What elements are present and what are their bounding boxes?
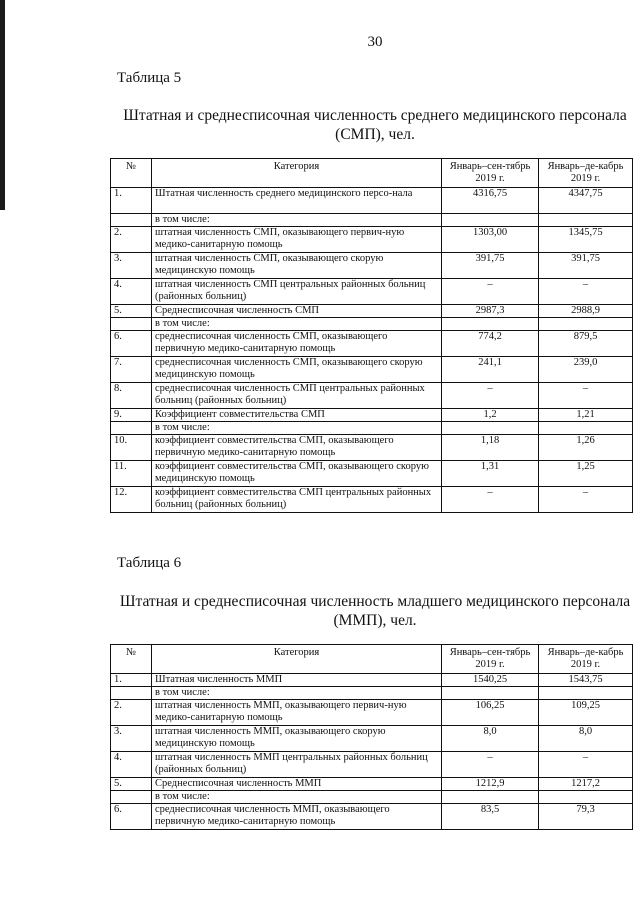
- table-row: [111, 318, 633, 331]
- table-row: [111, 435, 633, 461]
- row-value-period1: –: [442, 279, 539, 305]
- row-value-period2: [539, 318, 633, 331]
- row-number: [111, 687, 152, 700]
- row-category: Коэффициент совместительства СМП: [152, 409, 442, 422]
- table-row: [111, 279, 633, 305]
- row-value-period2: –: [539, 487, 633, 513]
- row-value-period2: [539, 422, 633, 435]
- table6-title-line1: Штатная и среднесписочная численность младшего медицинского персонала: [119, 593, 631, 610]
- header-num: №: [111, 645, 152, 674]
- table6-title-line2: (ММП), чел.: [333, 612, 417, 629]
- row-number: 10.: [111, 435, 152, 461]
- row-value-period1: 83,5: [442, 804, 539, 830]
- row-category: штатная численность СМП, оказывающего скорую медицинскую помощь: [152, 253, 442, 279]
- row-category: Штатная численность среднего медицинского персо-нала: [152, 188, 442, 214]
- row-number: 2.: [111, 700, 152, 726]
- row-number: [111, 214, 152, 227]
- row-number: 2.: [111, 227, 152, 253]
- row-category: Среднесписочная численность СМП: [152, 305, 442, 318]
- row-number: 3.: [111, 726, 152, 752]
- row-value-period2: [539, 214, 633, 227]
- table-row: [111, 791, 633, 804]
- header-num: №: [111, 159, 152, 188]
- row-number: [111, 791, 152, 804]
- row-category: коэффициент совместительства СМП, оказывающего первичную медико-санитарную помощь: [152, 435, 442, 461]
- row-value-period1: [442, 214, 539, 227]
- row-category: коэффициент совместительства СМП центральных районных больниц (районных больниц): [152, 487, 442, 513]
- table-row: [111, 778, 633, 791]
- row-category: штатная численность СМП, оказывающего первич-ную медико-санитарную помощь: [152, 227, 442, 253]
- row-category: Среднесписочная численность ММП: [152, 778, 442, 791]
- row-value-period1: [442, 422, 539, 435]
- table-row: [111, 461, 633, 487]
- row-category: Штатная численность ММП: [152, 674, 442, 687]
- table6-header-row: [111, 645, 633, 674]
- header-period2: Январь–де-кабрь 2019 г.: [539, 645, 633, 674]
- table-row: [111, 331, 633, 357]
- page-number: 30: [367, 34, 383, 50]
- row-category: среднесписочная численность СМП центральных районных больниц (районных больниц): [152, 383, 442, 409]
- table-row: [111, 305, 633, 318]
- row-category: в том числе:: [152, 791, 442, 804]
- row-value-period1: –: [442, 487, 539, 513]
- row-value-period2: 1,25: [539, 461, 633, 487]
- header-category: Категория: [152, 159, 442, 188]
- row-category: штатная численность ММП, оказывающего первич-ную медико-санитарную помощь: [152, 700, 442, 726]
- row-value-period2: 1543,75: [539, 674, 633, 687]
- row-value-period1: 241,1: [442, 357, 539, 383]
- table5-label: Таблица 5: [117, 70, 182, 86]
- row-number: 1.: [111, 674, 152, 687]
- row-value-period2: [539, 687, 633, 700]
- row-value-period2: 8,0: [539, 726, 633, 752]
- table-row: [111, 422, 633, 435]
- row-category: в том числе:: [152, 214, 442, 227]
- row-number: 8.: [111, 383, 152, 409]
- table5-header-row: [111, 159, 633, 188]
- table-row: [111, 700, 633, 726]
- table5-title-line2: (СМП), чел.: [335, 126, 415, 143]
- row-number: 9.: [111, 409, 152, 422]
- row-value-period1: –: [442, 383, 539, 409]
- row-category: в том числе:: [152, 318, 442, 331]
- row-category: в том числе:: [152, 687, 442, 700]
- header-period1: Январь–сен-тябрь 2019 г.: [442, 645, 539, 674]
- row-value-period1: 1,31: [442, 461, 539, 487]
- row-value-period1: [442, 318, 539, 331]
- row-value-period1: 1,18: [442, 435, 539, 461]
- row-value-period2: [539, 791, 633, 804]
- row-value-period2: 1,21: [539, 409, 633, 422]
- row-value-period1: 1540,25: [442, 674, 539, 687]
- table6-title: [110, 592, 640, 630]
- table-row: [111, 674, 633, 687]
- row-value-period1: 1,2: [442, 409, 539, 422]
- table-row: [111, 804, 633, 830]
- table-row: [111, 487, 633, 513]
- table-row: [111, 253, 633, 279]
- table-row: [111, 383, 633, 409]
- table-row: [111, 214, 633, 227]
- row-category: в том числе:: [152, 422, 442, 435]
- table5-title-line1: Штатная и среднесписочная численность среднего медицинского персонала: [123, 107, 627, 124]
- row-value-period2: 109,25: [539, 700, 633, 726]
- row-value-period1: 1212,9: [442, 778, 539, 791]
- row-number: 4.: [111, 752, 152, 778]
- row-value-period2: 1,26: [539, 435, 633, 461]
- row-value-period2: 391,75: [539, 253, 633, 279]
- row-number: 11.: [111, 461, 152, 487]
- row-number: [111, 318, 152, 331]
- row-value-period2: –: [539, 383, 633, 409]
- row-category: штатная численность ММП, оказывающего скорую медицинскую помощь: [152, 726, 442, 752]
- table-row: [111, 227, 633, 253]
- table6: [110, 644, 633, 830]
- table-row: [111, 752, 633, 778]
- row-value-period1: 391,75: [442, 253, 539, 279]
- table-row: [111, 188, 633, 214]
- row-value-period2: –: [539, 752, 633, 778]
- row-number: 4.: [111, 279, 152, 305]
- row-number: 7.: [111, 357, 152, 383]
- row-category: штатная численность СМП центральных районных больниц (районных больниц): [152, 279, 442, 305]
- row-value-period2: 1345,75: [539, 227, 633, 253]
- row-category: среднесписочная численность ММП, оказывающего первичную медико-санитарную помощь: [152, 804, 442, 830]
- row-number: 1.: [111, 188, 152, 214]
- row-value-period1: 8,0: [442, 726, 539, 752]
- table-row: [111, 687, 633, 700]
- row-number: [111, 422, 152, 435]
- row-value-period1: 106,25: [442, 700, 539, 726]
- row-value-period2: 2988,9: [539, 305, 633, 318]
- row-value-period2: 239,0: [539, 357, 633, 383]
- row-number: 12.: [111, 487, 152, 513]
- row-value-period2: 1217,2: [539, 778, 633, 791]
- table-row: [111, 726, 633, 752]
- row-value-period1: –: [442, 752, 539, 778]
- table5-title: [110, 106, 640, 144]
- row-category: коэффициент совместительства СМП, оказывающего скорую медицинскую помощь: [152, 461, 442, 487]
- row-value-period1: 2987,3: [442, 305, 539, 318]
- header-category: Категория: [152, 645, 442, 674]
- scan-edge-bar: [0, 0, 5, 210]
- table6-label: Таблица 6: [117, 555, 182, 571]
- header-period1: Январь–сен-тябрь 2019 г.: [442, 159, 539, 188]
- row-value-period2: 79,3: [539, 804, 633, 830]
- row-number: 6.: [111, 331, 152, 357]
- row-value-period1: 4316,75: [442, 188, 539, 214]
- header-period2: Январь–де-кабрь 2019 г.: [539, 159, 633, 188]
- row-number: 3.: [111, 253, 152, 279]
- table-row: [111, 409, 633, 422]
- row-value-period1: [442, 791, 539, 804]
- row-number: 5.: [111, 305, 152, 318]
- row-value-period1: [442, 687, 539, 700]
- row-value-period2: –: [539, 279, 633, 305]
- row-value-period1: 774,2: [442, 331, 539, 357]
- row-number: 5.: [111, 778, 152, 791]
- row-category: штатная численность ММП центральных районных больниц (районных больниц): [152, 752, 442, 778]
- row-value-period2: 879,5: [539, 331, 633, 357]
- row-category: среднесписочная численность СМП, оказывающего скорую медицинскую помощь: [152, 357, 442, 383]
- table5: [110, 158, 633, 513]
- row-value-period2: 4347,75: [539, 188, 633, 214]
- row-number: 6.: [111, 804, 152, 830]
- table-row: [111, 357, 633, 383]
- row-value-period1: 1303,00: [442, 227, 539, 253]
- row-category: среднесписочная численность СМП, оказывающего первичную медико-санитарную помощь: [152, 331, 442, 357]
